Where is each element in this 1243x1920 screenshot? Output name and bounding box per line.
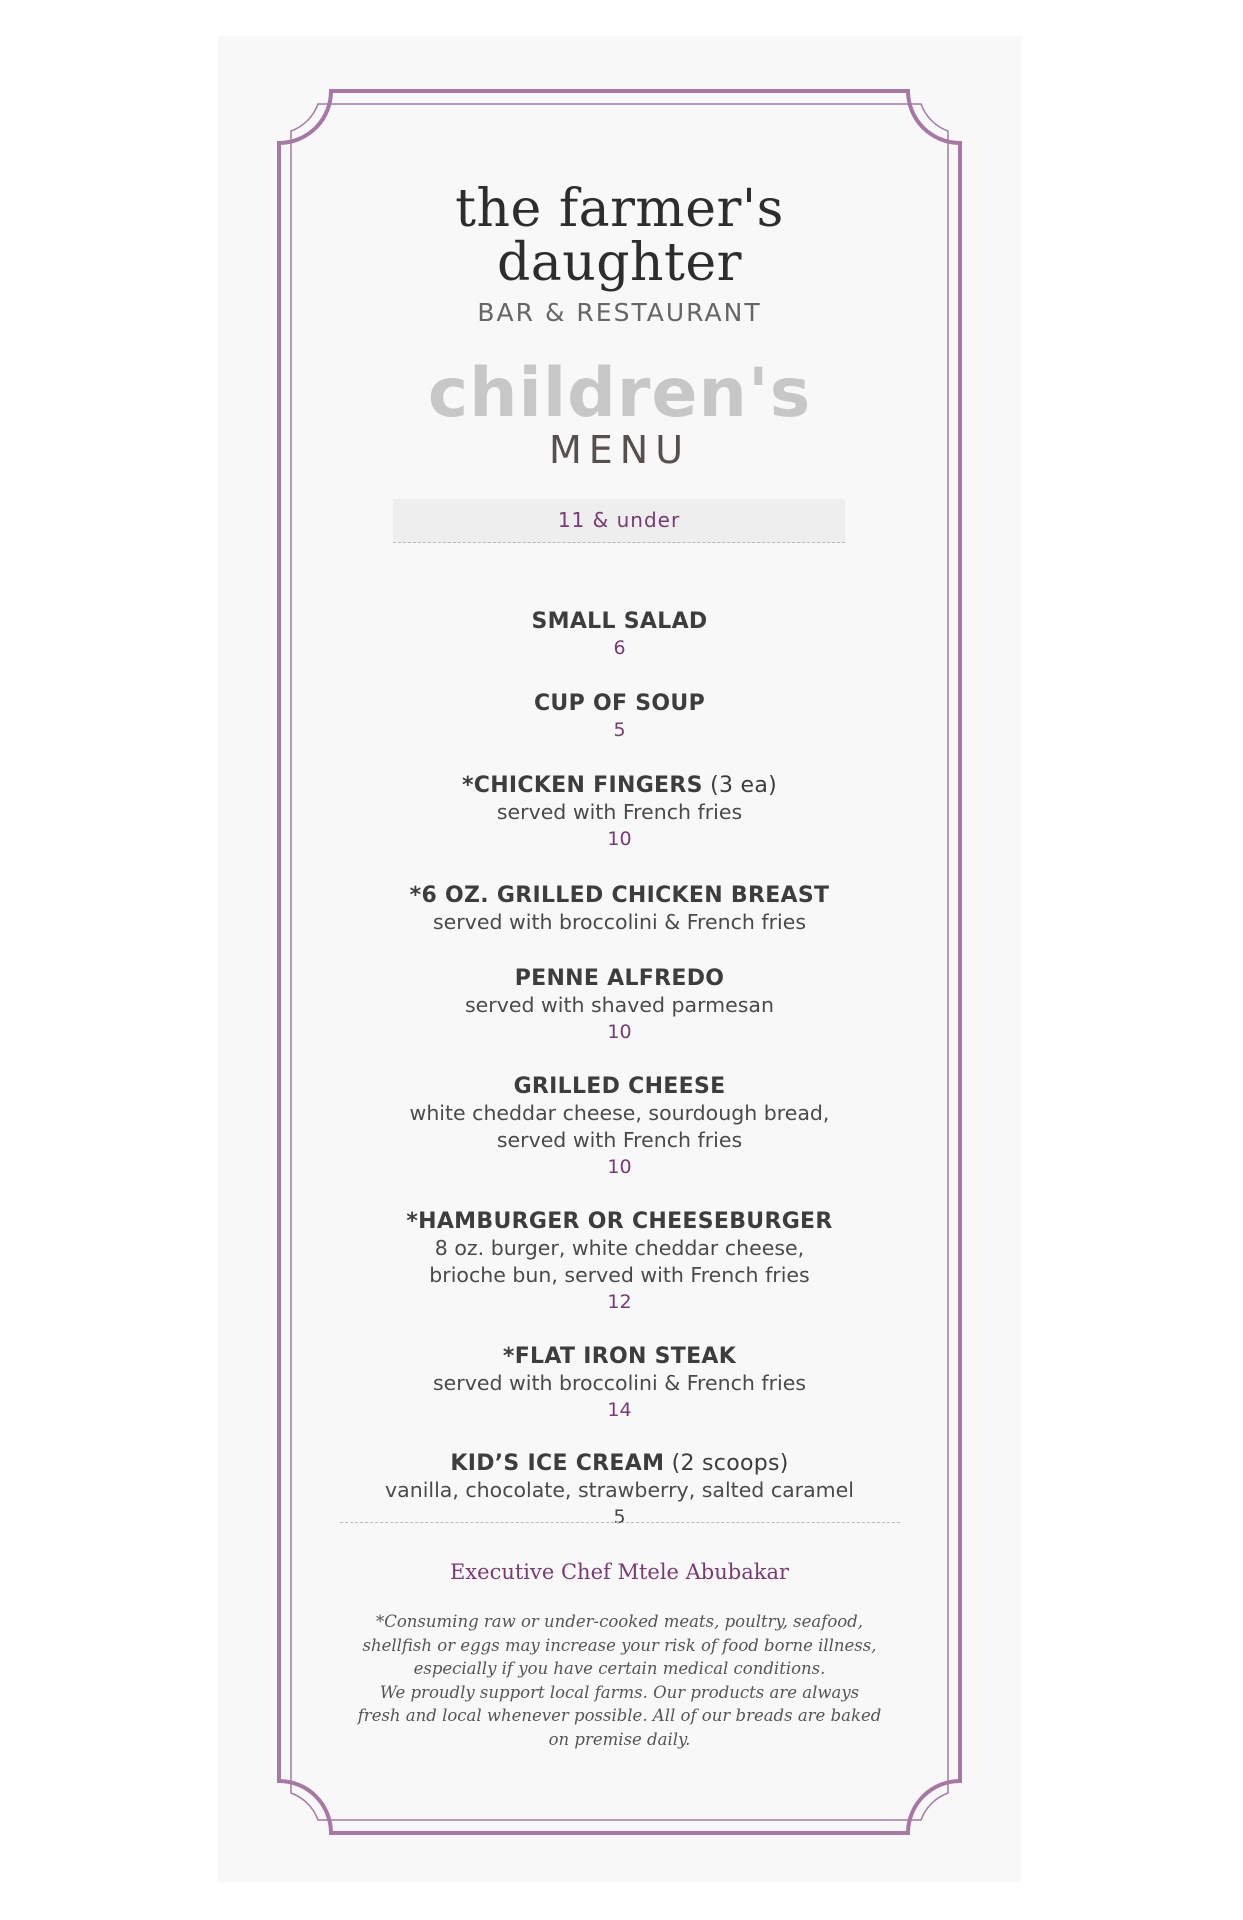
- brand-subtitle: BAR & RESTAURANT: [477, 298, 762, 327]
- age-note: 11 & under: [557, 508, 681, 532]
- menu-item-ice-cream: [218, 1450, 1021, 1531]
- item-description: served with shaved parmesan: [465, 993, 774, 1017]
- disclaimer-line: fresh and local whenever possible. All of our breads are baked: [357, 1706, 882, 1725]
- item-description: served with French fries: [496, 800, 743, 824]
- menu-sheet: [218, 36, 1021, 1882]
- item-name: SMALL SALAD: [531, 609, 708, 634]
- menu-item-small-salad: [218, 608, 1021, 662]
- item-name: CUP OF SOUP: [533, 691, 706, 716]
- item-description: 8 oz. burger, white cheddar cheese,: [434, 1236, 805, 1260]
- menu-item-cup-of-soup: [218, 690, 1021, 744]
- disclaimer-line: especially if you have certain medical conditions.: [413, 1659, 826, 1678]
- item-name: *CHICKEN FINGERS (3 ea): [461, 773, 778, 798]
- brand-name-line-1: the farmer's: [455, 179, 784, 239]
- item-name: KID’S ICE CREAM (2 scoops): [450, 1451, 789, 1476]
- disclaimer-line: *Consuming raw or under-cooked meats, poultry, seafood,: [376, 1612, 863, 1631]
- item-description: white cheddar cheese, sourdough bread,: [409, 1101, 830, 1125]
- divider: [340, 1522, 900, 1523]
- item-price: 5: [613, 1506, 626, 1528]
- menu-item-grilled-cheese: [218, 1073, 1021, 1181]
- menu-item-flat-iron-steak: [218, 1343, 1021, 1424]
- item-price: 10: [607, 1021, 632, 1043]
- item-description: brioche bun, served with French fries: [429, 1263, 810, 1287]
- menu-item-grilled-chicken-breast: [218, 882, 1021, 936]
- item-price: 12: [607, 1291, 632, 1313]
- item-description: served with broccolini & French fries: [432, 1371, 806, 1395]
- item-note: (2 scoops): [664, 1451, 789, 1476]
- item-description: served with broccolini & French fries: [432, 910, 806, 934]
- menu-item-chicken-fingers: [218, 772, 1021, 853]
- disclaimer: [338, 1610, 901, 1751]
- item-price: 10: [607, 828, 632, 850]
- item-note: (3 ea): [702, 773, 778, 798]
- age-note-band: [393, 499, 845, 543]
- item-name: GRILLED CHEESE: [513, 1074, 726, 1099]
- item-name: PENNE ALFREDO: [514, 966, 725, 991]
- menu-item-hamburger: [218, 1208, 1021, 1316]
- disclaimer-line: We proudly support local farms. Our products are always: [379, 1682, 860, 1702]
- disclaimer-line: shellfish or eggs may increase your risk of food borne illness,: [362, 1635, 877, 1655]
- menu-title: children's: [427, 354, 812, 433]
- brand-name-line-2: daughter: [496, 233, 743, 293]
- disclaimer-line: on premise daily.: [548, 1729, 691, 1749]
- item-price: 5: [613, 719, 626, 741]
- item-price: 14: [607, 1399, 632, 1421]
- item-description: vanilla, chocolate, strawberry, salted caramel: [385, 1478, 854, 1502]
- item-price: 10: [607, 1156, 632, 1178]
- item-name: *6 OZ. GRILLED CHICKEN BREAST: [409, 883, 830, 908]
- menu-word: MENU: [548, 428, 691, 472]
- chef-credit: Executive Chef Mtele Abubakar: [449, 1560, 790, 1584]
- item-price: 6: [613, 637, 626, 659]
- item-description: served with French fries: [496, 1128, 743, 1152]
- item-name: *HAMBURGER OR CHEESEBURGER: [406, 1209, 833, 1234]
- menu-item-penne-alfredo: [218, 965, 1021, 1046]
- item-name: *FLAT IRON STEAK: [502, 1344, 737, 1369]
